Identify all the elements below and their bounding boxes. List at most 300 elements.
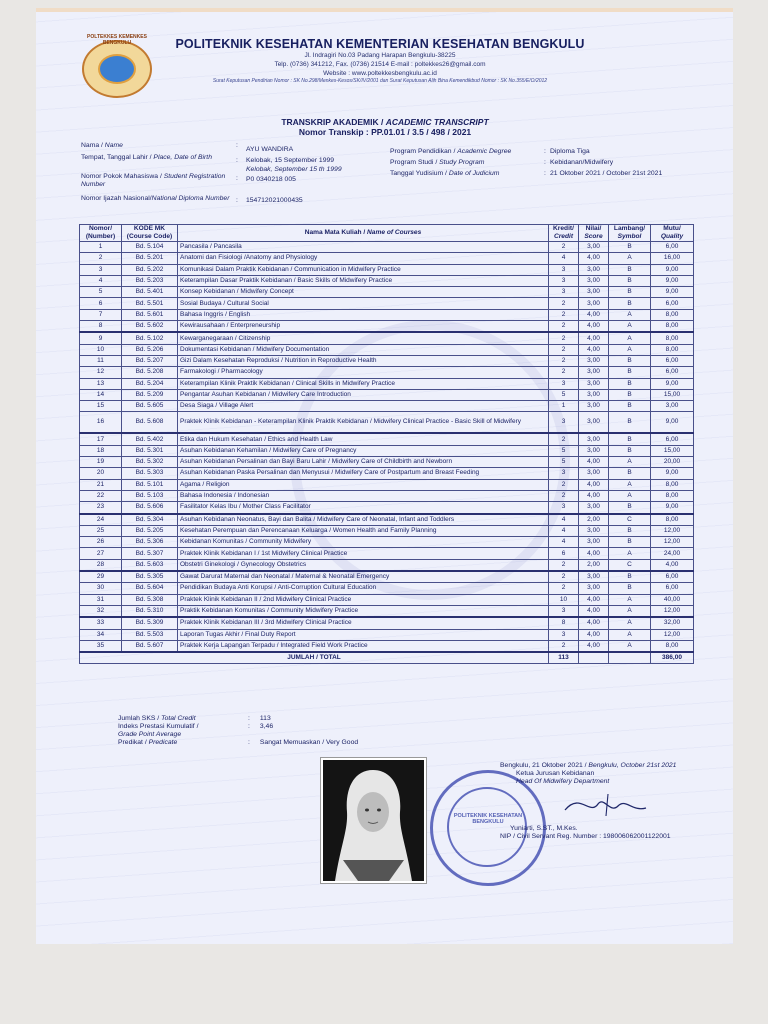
header-credit: Kredit/ Credit	[549, 225, 579, 242]
table-row	[80, 594, 694, 605]
name-label: Nama / Name	[81, 142, 123, 149]
row-symbol: B	[609, 401, 651, 412]
table-row	[80, 401, 694, 412]
logo-text: POLTEKKES KEMENKES BENGKULU	[87, 34, 147, 46]
row-quality: 3,00	[651, 401, 694, 412]
table-row	[80, 253, 694, 264]
row-score: 3,00	[579, 525, 609, 536]
row-symbol: B	[609, 264, 651, 275]
row-score: 2,00	[579, 559, 609, 571]
row-symbol: B	[609, 275, 651, 286]
row-code: Bd. 5.607	[122, 640, 178, 652]
row-quality: 4,00	[651, 559, 694, 571]
row-code: Bd. 5.604	[122, 583, 178, 594]
table-row	[80, 332, 694, 344]
row-course-name: Keterampilan Klinik Praktik Kebidanan / Clinical Skills in Midwifery Practice	[178, 378, 549, 389]
row-credit: 4	[549, 514, 579, 526]
row-number: 35	[80, 640, 122, 652]
document-title	[220, 117, 550, 137]
row-symbol: B	[609, 537, 651, 548]
table-row	[80, 275, 694, 286]
row-quality: 6,00	[651, 583, 694, 594]
title-id: TRANSKRIP AKADEMIK /	[281, 117, 386, 127]
row-symbol: A	[609, 253, 651, 264]
row-code: Bd. 5.302	[122, 457, 178, 468]
table-row	[80, 571, 694, 583]
row-credit: 2	[549, 298, 579, 309]
table-row	[80, 617, 694, 629]
table-row	[80, 378, 694, 389]
yudisium-value: 21 Oktober 2021 / October 21st 2021	[550, 170, 663, 177]
row-number: 33	[80, 617, 122, 629]
header-code: KODE MK (Course Code)	[122, 225, 178, 242]
row-credit: 3	[549, 468, 579, 479]
row-credit: 3	[549, 264, 579, 275]
student-photo	[321, 758, 426, 883]
table-row	[80, 537, 694, 548]
row-code: Bd. 5.208	[122, 367, 178, 378]
row-quality: 16,00	[651, 253, 694, 264]
row-credit: 3	[549, 605, 579, 617]
ip-value: 3,46	[259, 723, 274, 730]
row-symbol: A	[609, 629, 651, 640]
row-code: Bd. 5.601	[122, 309, 178, 320]
row-number: 17	[80, 433, 122, 445]
row-credit: 8	[549, 617, 579, 629]
row-code: Bd. 5.402	[122, 433, 178, 445]
row-code: Bd. 5.608	[122, 412, 178, 434]
row-score: 3,00	[579, 537, 609, 548]
row-symbol: B	[609, 367, 651, 378]
row-credit: 3	[549, 502, 579, 514]
row-symbol: B	[609, 502, 651, 514]
row-code: Bd. 5.207	[122, 355, 178, 366]
table-row	[80, 344, 694, 355]
row-course-name: Obstetri Ginekologi / Gynecology Obstetrics	[178, 559, 549, 571]
row-code: Bd. 5.201	[122, 253, 178, 264]
row-score: 4,00	[579, 332, 609, 344]
row-code: Bd. 5.101	[122, 479, 178, 490]
row-code: Bd. 5.309	[122, 617, 178, 629]
table-row	[80, 629, 694, 640]
predikat-label: Predikat / Predicate	[118, 739, 178, 746]
table-row	[80, 321, 694, 333]
row-course-name: Pancasila / Pancasila	[178, 242, 549, 253]
row-course-name: Dokumentasi Kebidanan / Midwifery Documentation	[178, 344, 549, 355]
birth-label: Tempat, Tanggal Lahir / Place, Date of Birth	[81, 154, 212, 161]
row-credit: 4	[549, 525, 579, 536]
signature-block	[500, 762, 676, 841]
row-course-name: Kebidanan Komunitas / Community Midwifery	[178, 537, 549, 548]
row-score: 4,00	[579, 605, 609, 617]
row-symbol: B	[609, 389, 651, 400]
row-quality: 8,00	[651, 514, 694, 526]
row-credit: 6	[549, 548, 579, 559]
sign-role-en: Head Of Midwifery Department	[516, 778, 610, 785]
table-row	[80, 525, 694, 536]
row-quality: 6,00	[651, 433, 694, 445]
row-quality: 20,00	[651, 457, 694, 468]
table-row	[80, 502, 694, 514]
sign-place-date: Bengkulu, 21 Oktober 2021 / Bengkulu, October 21st 2021	[500, 762, 677, 769]
stamp-text: POLITEKNIK KESEHATAN BENGKULU	[453, 813, 523, 825]
row-number: 24	[80, 514, 122, 526]
row-quality: 12,00	[651, 537, 694, 548]
student-diploma: 154712021000435	[246, 197, 303, 204]
row-score: 3,00	[579, 298, 609, 309]
institution-name: POLITEKNIK KESEHATAN KEMENTERIAN KESEHATAN BENGKULU	[175, 37, 585, 51]
row-code: Bd. 5.305	[122, 571, 178, 583]
grades-table	[79, 224, 694, 664]
row-quality: 8,00	[651, 490, 694, 501]
table-row	[80, 479, 694, 490]
row-course-name: Asuhan Kebidanan Persalinan dan Bayi Baru Lahir / Midwifery Care of Childbirth and Newborn	[178, 457, 549, 468]
row-credit: 2	[549, 309, 579, 320]
row-quality: 8,00	[651, 640, 694, 652]
row-credit: 2	[549, 355, 579, 366]
total-label: JUMLAH / TOTAL	[80, 652, 549, 664]
row-number: 4	[80, 275, 122, 286]
row-score: 4,00	[579, 594, 609, 605]
row-score: 4,00	[579, 617, 609, 629]
row-code: Bd. 5.603	[122, 559, 178, 571]
summary-block: Jumlah SKS / Total Credit : 113 Indeks Prestasi Kumulatif / Grade Point Average : 3,46 Predikat / Predicate : Sangat Memuaskan / Very Good	[118, 715, 359, 746]
row-number: 32	[80, 605, 122, 617]
row-quality: 12,00	[651, 525, 694, 536]
row-symbol: A	[609, 321, 651, 333]
row-code: Bd. 5.303	[122, 468, 178, 479]
row-quality: 12,00	[651, 629, 694, 640]
row-code: Bd. 5.501	[122, 298, 178, 309]
row-symbol: B	[609, 468, 651, 479]
table-row	[80, 412, 694, 434]
row-symbol: A	[609, 344, 651, 355]
header-symbol: Lambang/ Symbol	[609, 225, 651, 242]
row-score: 4,00	[579, 321, 609, 333]
table-row	[80, 264, 694, 275]
row-credit: 4	[549, 537, 579, 548]
row-credit: 4	[549, 253, 579, 264]
table-row	[80, 548, 694, 559]
row-credit: 2	[549, 433, 579, 445]
row-credit: 5	[549, 389, 579, 400]
row-quality: 40,00	[651, 594, 694, 605]
institution-website: Website : www.poltekkesbengkulu.ac.id	[323, 70, 437, 77]
row-code: Bd. 5.308	[122, 594, 178, 605]
row-course-name: Fasilitator Kelas Ibu / Mother Class Facilitator	[178, 502, 549, 514]
row-quality: 9,00	[651, 275, 694, 286]
row-course-name: Praktek Kerja Lapangan Terpadu / Integrated Field Work Practice	[178, 640, 549, 652]
total-quality: 386,00	[651, 652, 694, 664]
row-code: Bd. 5.306	[122, 537, 178, 548]
row-quality: 8,00	[651, 332, 694, 344]
row-score: 3,00	[579, 412, 609, 434]
sign-nip: NIP / Civil Servant Reg. Number : 198006062001122001	[500, 833, 671, 840]
row-number: 1	[80, 242, 122, 253]
row-symbol: C	[609, 559, 651, 571]
row-score: 3,00	[579, 433, 609, 445]
total-row	[80, 652, 694, 664]
row-score: 3,00	[579, 445, 609, 456]
row-credit: 3	[549, 412, 579, 434]
row-credit: 5	[549, 445, 579, 456]
student-photo-image	[323, 760, 424, 881]
row-score: 3,00	[579, 242, 609, 253]
row-code: Bd. 5.104	[122, 242, 178, 253]
row-number: 18	[80, 445, 122, 456]
student-birth-en: Kelobak, September 15 th 1999	[246, 166, 342, 173]
row-symbol: A	[609, 594, 651, 605]
row-quality: 24,00	[651, 548, 694, 559]
table-row	[80, 367, 694, 378]
table-row	[80, 287, 694, 298]
row-number: 10	[80, 344, 122, 355]
row-number: 28	[80, 559, 122, 571]
row-number: 8	[80, 321, 122, 333]
row-symbol: A	[609, 332, 651, 344]
row-number: 26	[80, 537, 122, 548]
program-label: Program Pendidikan / Academic Degree	[390, 148, 512, 155]
row-score: 3,00	[579, 355, 609, 366]
row-course-name: Kewirausahaan / Enterpreneurship	[178, 321, 549, 333]
row-symbol: B	[609, 525, 651, 536]
row-quality: 6,00	[651, 571, 694, 583]
row-quality: 8,00	[651, 479, 694, 490]
row-score: 4,00	[579, 253, 609, 264]
row-number: 9	[80, 332, 122, 344]
table-row	[80, 583, 694, 594]
sks-label: Jumlah SKS / Total Credit	[118, 715, 196, 722]
header-no: Nomor/ (Number)	[80, 225, 122, 242]
row-quality: 15,00	[651, 445, 694, 456]
institution-phone: Telp. (0736) 341212, Fax. (0736) 21514 E-mail : poltekkes26@gmail.com	[274, 61, 486, 68]
row-course-name: Laporan Tugas Akhir / Final Duty Report	[178, 629, 549, 640]
row-number: 34	[80, 629, 122, 640]
row-quality: 6,00	[651, 355, 694, 366]
predikat-value: Sangat Memuaskan / Very Good	[259, 739, 359, 746]
row-score: 3,00	[579, 389, 609, 400]
row-score: 4,00	[579, 479, 609, 490]
row-code: Bd. 5.205	[122, 525, 178, 536]
row-code: Bd. 5.102	[122, 332, 178, 344]
institution-decree: Surat Keputusan Pendirian Nomor : SK No.298/Menkes-Kesos/SK/IV/2001 dan Surat Keputusan Alih Bina Kemendikbud Nomor : SK No.355/E/O/2012	[212, 78, 548, 84]
row-quality: 9,00	[651, 264, 694, 275]
row-number: 31	[80, 594, 122, 605]
row-course-name: Praktek Klinik Kebidanan III / 3rd Midwifery Clinical Practice	[178, 617, 549, 629]
row-score: 3,00	[579, 275, 609, 286]
student-name: AYU WANDIRA	[246, 146, 294, 153]
row-symbol: B	[609, 412, 651, 434]
row-course-name: Kesehatan Perempuan dan Perencanaan Keluarga / Women Health and Family Planning	[178, 525, 549, 536]
signature-image	[560, 786, 650, 822]
row-code: Bd. 5.503	[122, 629, 178, 640]
table-row	[80, 640, 694, 652]
row-quality: 6,00	[651, 298, 694, 309]
row-credit: 2	[549, 479, 579, 490]
row-code: Bd. 5.606	[122, 502, 178, 514]
row-code: Bd. 5.204	[122, 378, 178, 389]
row-course-name: Anatomi dan Fisiologi /Anatomy and Physiology	[178, 253, 549, 264]
row-quality: 6,00	[651, 367, 694, 378]
row-number: 3	[80, 264, 122, 275]
row-course-name: Pendidikan Budaya Anti Korupsi / Anti-Corruption Cultural Education	[178, 583, 549, 594]
row-code: Bd. 5.307	[122, 548, 178, 559]
table-row	[80, 355, 694, 366]
row-score: 4,00	[579, 490, 609, 501]
row-credit: 2	[549, 490, 579, 501]
row-quality: 9,00	[651, 287, 694, 298]
table-row	[80, 490, 694, 501]
study-label: Program Studi / Study Program	[390, 159, 485, 166]
row-course-name: Kewarganegaraan / Citizenship	[178, 332, 549, 344]
row-credit: 2	[549, 321, 579, 333]
row-symbol: B	[609, 433, 651, 445]
row-symbol: A	[609, 640, 651, 652]
program-value: Diploma Tiga	[550, 148, 590, 155]
row-course-name: Praktek Klinik Kebidanan II / 2nd Midwifery Clinical Practice	[178, 594, 549, 605]
row-course-name: Asuhan Kebidanan Neonatus, Bayi dan Balita / Midwifery Care of Neonatal, Infant and Toddlers	[178, 514, 549, 526]
row-symbol: A	[609, 490, 651, 501]
row-credit: 2	[549, 344, 579, 355]
institution-header	[160, 37, 600, 84]
row-quality: 9,00	[651, 378, 694, 389]
row-score: 4,00	[579, 548, 609, 559]
row-symbol: B	[609, 242, 651, 253]
row-number: 20	[80, 468, 122, 479]
sks-value: 113	[259, 715, 271, 722]
table-header-row	[80, 225, 694, 242]
table-row	[80, 457, 694, 468]
row-score: 4,00	[579, 344, 609, 355]
row-course-name: Keterampilan Dasar Praktik Kebidanan / Basic Skills of Midwifery Practice	[178, 275, 549, 286]
row-score: 3,00	[579, 264, 609, 275]
row-course-name: Bahasa Inggris / English	[178, 309, 549, 320]
row-course-name: Sosial Budaya / Cultural Social	[178, 298, 549, 309]
row-symbol: B	[609, 378, 651, 389]
row-course-name: Asuhan Kebidanan Paska Persalinan dan Menyusui / Midwifery Care of Postpartum and Breast Feeding	[178, 468, 549, 479]
row-number: 22	[80, 490, 122, 501]
row-number: 5	[80, 287, 122, 298]
row-number: 16	[80, 412, 122, 434]
row-quality: 9,00	[651, 412, 694, 434]
table-row	[80, 433, 694, 445]
row-symbol: B	[609, 571, 651, 583]
row-code: Bd. 5.206	[122, 344, 178, 355]
row-quality: 12,00	[651, 605, 694, 617]
row-score: 3,00	[579, 502, 609, 514]
row-score: 3,00	[579, 367, 609, 378]
table-row	[80, 605, 694, 617]
row-course-name: Pengantar Asuhan Kebidanan / Midwifery Care Introduction	[178, 389, 549, 400]
row-course-name: Agama / Religion	[178, 479, 549, 490]
row-score: 3,00	[579, 571, 609, 583]
transcript-number: Nomor Transkip : PP.01.01 / 3.5 / 498 / 2021	[298, 127, 472, 137]
row-score: 4,00	[579, 457, 609, 468]
row-code: Bd. 5.103	[122, 490, 178, 501]
row-credit: 3	[549, 629, 579, 640]
row-symbol: B	[609, 583, 651, 594]
row-credit: 10	[549, 594, 579, 605]
student-birth: Kelobak, 15 September 1999	[246, 157, 335, 164]
row-code: Bd. 5.401	[122, 287, 178, 298]
student-nim: P0 0340218 005	[246, 176, 296, 183]
row-score: 3,00	[579, 583, 609, 594]
row-score: 4,00	[579, 309, 609, 320]
row-code: Bd. 5.304	[122, 514, 178, 526]
row-quality: 8,00	[651, 344, 694, 355]
row-score: 3,00	[579, 378, 609, 389]
table-row	[80, 559, 694, 571]
row-score: 4,00	[579, 640, 609, 652]
row-symbol: A	[609, 617, 651, 629]
row-quality: 15,00	[651, 389, 694, 400]
logo-emblem	[98, 54, 136, 84]
table-row	[80, 389, 694, 400]
table-row	[80, 298, 694, 309]
title-en: ACADEMIC TRANSCRIPT	[385, 117, 489, 127]
row-course-name: Praktek Klinik Kebidanan - Keterampilan Klinik Praktik Kebidanan / Midwifery Clinical Practice - Basic Skill of Midwifery	[178, 412, 549, 434]
row-quality: 9,00	[651, 468, 694, 479]
yudisium-label: Tanggal Yudisium / Date of Judicium	[390, 170, 500, 177]
row-quality: 6,00	[651, 242, 694, 253]
row-number: 30	[80, 583, 122, 594]
row-course-name: Asuhan Kebidanan Kehamilan / Midwifery Care of Pregnancy	[178, 445, 549, 456]
row-credit: 3	[549, 287, 579, 298]
row-course-name: Farmakologi / Pharmacology	[178, 367, 549, 378]
row-quality: 9,00	[651, 502, 694, 514]
row-number: 7	[80, 309, 122, 320]
row-number: 25	[80, 525, 122, 536]
row-symbol: A	[609, 457, 651, 468]
nim-label: Nomor Pokok Mahasiswa / Student Registration Number	[81, 173, 226, 188]
row-number: 21	[80, 479, 122, 490]
row-quality: 8,00	[651, 309, 694, 320]
table-row	[80, 242, 694, 253]
header-quality: Mutu/ Quality	[651, 225, 694, 242]
row-number: 11	[80, 355, 122, 366]
row-symbol: C	[609, 514, 651, 526]
row-quality: 32,00	[651, 617, 694, 629]
row-symbol: A	[609, 479, 651, 490]
row-symbol: A	[609, 605, 651, 617]
row-credit: 2	[549, 242, 579, 253]
row-symbol: A	[609, 548, 651, 559]
sign-role: Ketua Jurusan Kebidanan	[516, 770, 595, 777]
row-course-name: Konsep Kebidanan / Midwifery Concept	[178, 287, 549, 298]
row-symbol: B	[609, 445, 651, 456]
row-code: Bd. 5.605	[122, 401, 178, 412]
row-credit: 5	[549, 457, 579, 468]
row-number: 13	[80, 378, 122, 389]
row-number: 2	[80, 253, 122, 264]
row-credit: 2	[549, 367, 579, 378]
row-code: Bd. 5.301	[122, 445, 178, 456]
table-row	[80, 309, 694, 320]
ip-label: Indeks Prestasi Kumulatif / Grade Point Average	[118, 723, 199, 738]
row-course-name: Etika dan Hukum Kesehatan / Ethics and Health Law	[178, 433, 549, 445]
row-credit: 2	[549, 583, 579, 594]
row-symbol: B	[609, 298, 651, 309]
row-code: Bd. 5.202	[122, 264, 178, 275]
row-symbol: B	[609, 355, 651, 366]
row-course-name: Gawat Darurat Maternal dan Neonatal / Maternal & Neonatal Emergency	[178, 571, 549, 583]
row-code: Bd. 5.209	[122, 389, 178, 400]
institution-address: Jl. Indragiri No.03 Padang Harapan Bengkulu-38225	[304, 52, 456, 59]
row-number: 19	[80, 457, 122, 468]
row-number: 15	[80, 401, 122, 412]
header-course: Nama Mata Kuliah / Name of Courses	[178, 225, 549, 242]
table-row	[80, 468, 694, 479]
